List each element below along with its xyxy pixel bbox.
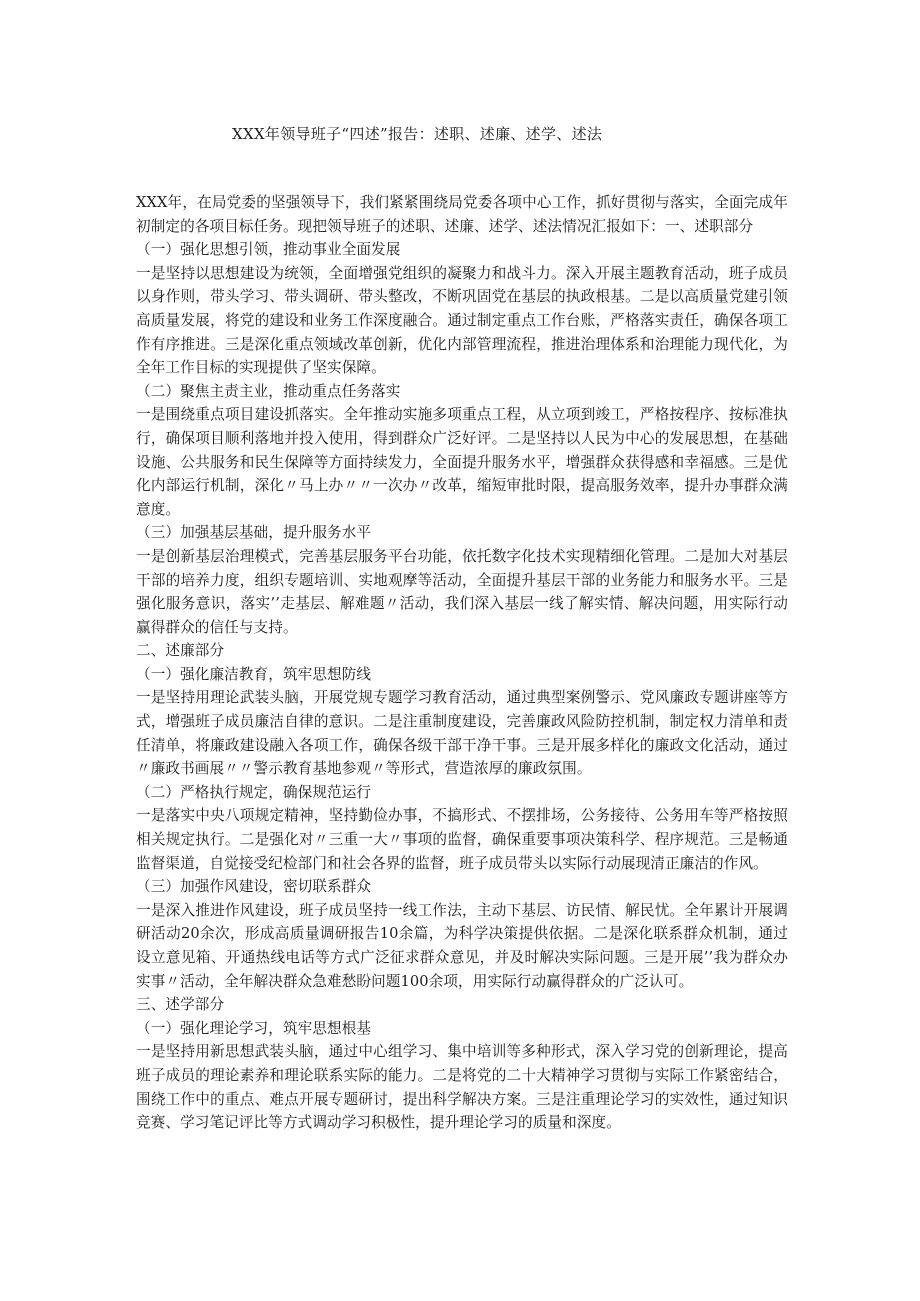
body-paragraph: 一是坚持用理论武装头脑，开展党规专题学习教育活动，通过典型案例警示、党风廉政专题讲座等方式，增强班子成员廉洁自律的意识。二是注重制度建设，完善廉政风险防控机制，制定权力清单和责任清单，将廉政建设融入各项工作，确保各级干部干净干事。三是开展多样化的廉政文化活动，通过〃廉政书画展〃〃警示教育基地参观〃等形式，营造浓厚的廉政氛围。 <box>136 689 788 778</box>
body-paragraph: 一是坚持用新思想武装头脑，通过中心组学习、集中培训等多种形式，深入学习党的创新理论，提高班子成员的理论素养和理论联系实际的能力。二是将党的二十大精神学习贯彻与实际工作紧密结合，围绕工作中的重点、难点开展专题研讨，提出科学解决方案。三是注重理论学习的实效性，通过知识竞赛、学习笔记评比等方式调动学习积极性，提升理论学习的质量和深度。 <box>136 1043 788 1132</box>
body-paragraph: 一是深入推进作风建设，班子成员坚持一线工作法，主动下基层、访民情、解民忧。全年累计开展调研活动20余次，形成高质量调研报告10余篇，为科学决策提供依据。二是深化联系群众机制，通过设立意见箱、开通热线电话等方式广泛征求群众意见，并及时解决实际问题。三是开展’’我为群众办实事〃活动，全年解决群众急难愁盼问题100余项，用实际行动赢得群众的广泛认可。 <box>136 901 788 990</box>
body-paragraph: 一是围绕重点项目建设抓落实。全年推动实施多项重点工程，从立项到竣工，严格按程序、按标准执行，确保项目顺利落地并投入使用，得到群众广泛好评。二是坚持以人民为中心的发展思想，在基础设施、公共服务和民生保障等方面持续发力，全面提升服务水平，增强群众获得感和幸福感。三是优化内部运行机制，深化〃马上办〃〃一次办〃改革，缩短审批时限，提高服务效率，提升办事群众满意度。 <box>136 406 788 518</box>
part-heading: 二、述廉部分 <box>136 642 225 660</box>
section-heading: （三）加强基层基础，提升服务水平 <box>136 524 372 542</box>
body-paragraph: 一是创新基层治理模式，完善基层服务平台功能，依托数字化技术实现精细化管理。二是加大对基层干部的培养力度，组织专题培训、实地观摩等活动，全面提升基层干部的业务能力和服务水平。三是强化服务意识，落实’’走基层、解难题〃活动，我们深入基层一线了解实情、解决问题，用实际行动赢得群众的信任与支持。 <box>136 547 788 636</box>
part-heading: 三、述学部分 <box>136 996 225 1014</box>
document-title: XXX年领导班子“四述”报告：述职、述廉、述学、述法 <box>232 125 603 143</box>
section-heading: （二）严格执行规定，确保规范运行 <box>136 783 372 801</box>
section-heading: （一）强化思想引领，推动事业全面发展 <box>136 241 401 259</box>
body-paragraph: 一是坚持以思想建设为统领，全面增强党组织的凝聚力和战斗力。深入开展主题教育活动，班子成员以身作则，带头学习、带头调研、带头整改，不断巩固党在基层的执政根基。二是以高质量党建引领高质量发展，将党的建设和业务工作深度融合。通过制定重点工作台账，严格落实责任，确保各项工作有序推进。三是深化重点领域改革创新，优化内部管理流程，推进治理体系和治理能力现代化，为全年工作目标的实现提供了坚实保障。 <box>136 264 788 377</box>
document-body <box>136 191 788 1135</box>
body-paragraph: 一是落实中央八项规定精神，坚持勤俭办事，不搞形式、不摆排场，公务接待、公务用车等严格按照相关规定执行。二是强化对〃三重一大〃事项的监督，确保重要事项决策科学、程序规范。三是畅通监督渠道，自觉接受纪检部门和社会各界的监督，班子成员带头以实际行动展现清正廉洁的作风。 <box>136 807 788 872</box>
section-heading: （二）聚焦主责主业，推动重点任务落实 <box>136 382 401 400</box>
section-heading: （三）加强作风建设，密切联系群众 <box>136 878 372 896</box>
intro-paragraph: XXX年，在局党委的坚强领导下，我们紧紧围绕局党委各项中心工作，抓好贯彻与落实，全面完成年初制定的各项目标任务。现把领导班子的述职、述廉、述学、述法情况汇报如下：一、述职部分 <box>136 194 788 235</box>
section-heading: （一）强化理论学习，筑牢思想根基 <box>136 1019 372 1037</box>
section-heading: （一）强化廉洁教育，筑牢思想防线 <box>136 665 372 683</box>
